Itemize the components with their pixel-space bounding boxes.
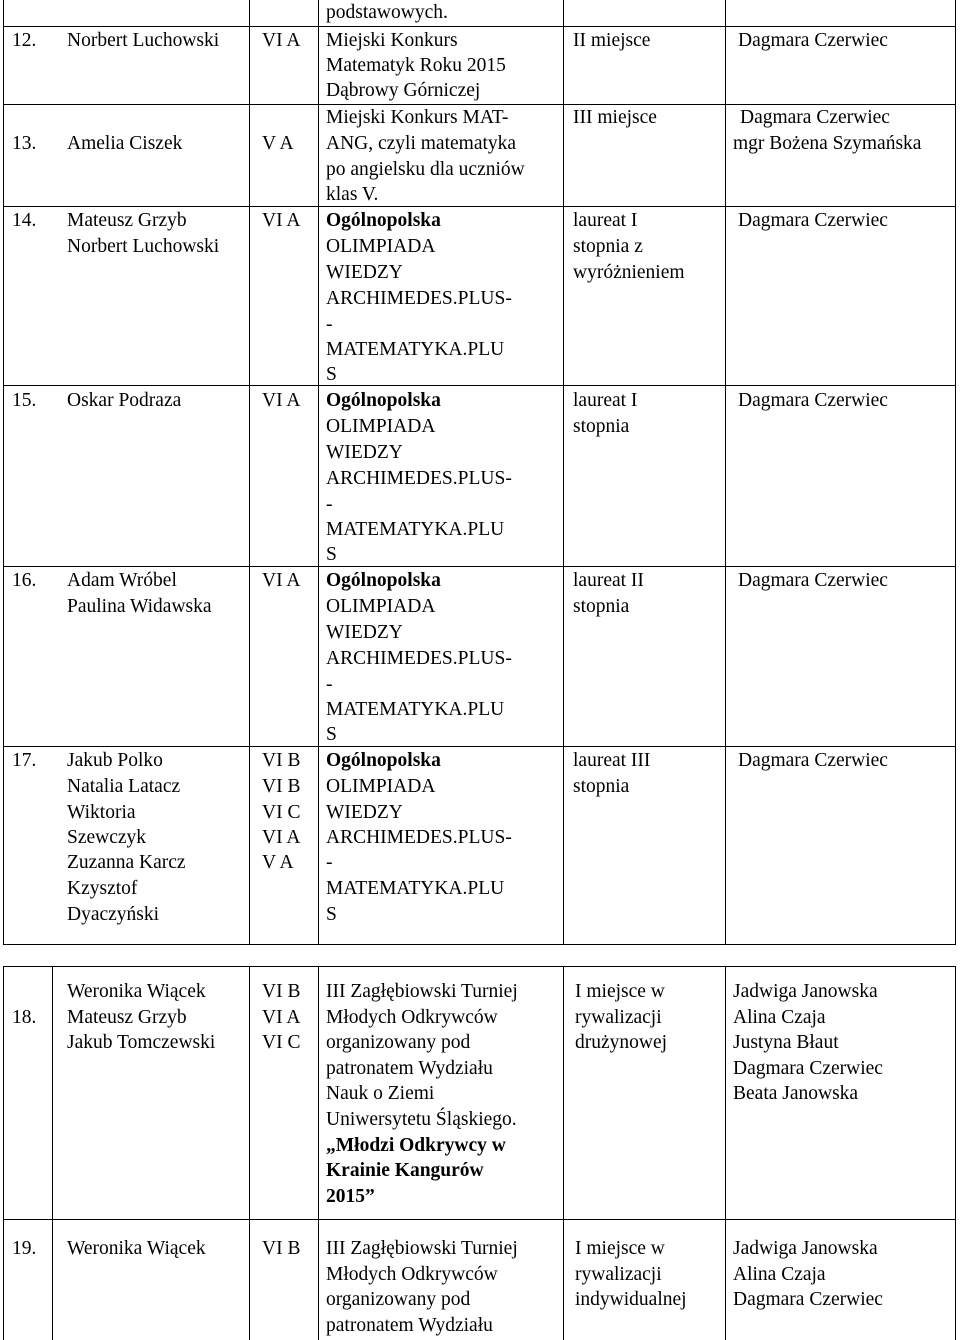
activity-line: WIEDZY [326, 262, 403, 283]
activity-line: patronatem Wydziału [326, 1058, 493, 1079]
activity-line: organizowany pod [326, 1032, 471, 1053]
student-name: Jakub Tomczewski [67, 1032, 216, 1053]
activity-line: WIEDZY [326, 442, 403, 463]
class-label: VI B [262, 750, 301, 771]
teacher-name: mgr Bożena Szymańska [733, 133, 922, 154]
table-2-border-left [3, 966, 4, 1340]
activity-title-line: Krainie Kangurów [326, 1160, 484, 1181]
teacher-name: Jadwiga Janowska [733, 981, 878, 1002]
table-2-border-right [955, 966, 956, 1340]
activity-line: Nauk o Ziemi [326, 1083, 435, 1104]
student-name: Zuzanna Karcz [67, 852, 186, 873]
activity-line: WIEDZY [326, 622, 403, 643]
student-name: Szewczyk [67, 827, 147, 848]
class-label: VI A [262, 210, 301, 231]
activity-line: Matematyk Roku 2015 [326, 55, 506, 76]
student-name: Oskar Podraza [67, 390, 182, 411]
class-label: VI C [262, 1032, 301, 1053]
activity-line: III Zagłębiowski Turniej [326, 1238, 518, 1259]
result-text: drużynowej [575, 1032, 668, 1053]
table-1-no-divider [52, 0, 53, 945]
row-number: 13. [12, 133, 37, 154]
teacher-name: Dagmara Czerwiec [733, 1058, 883, 1079]
result-text: laureat I [573, 210, 638, 231]
activity-line: Ogólnopolska [326, 210, 441, 231]
activity-line: Miejski Konkurs MAT- [326, 107, 509, 128]
table-1-col-divider [725, 0, 726, 945]
table-1-row-divider [3, 746, 956, 747]
activity-line: ARCHIMEDES.PLUS- [326, 468, 512, 489]
result-text: stopnia [573, 776, 630, 797]
student-name: Dyaczyński [67, 904, 160, 925]
row-number: 19. [12, 1238, 37, 1259]
table-2-col-divider [249, 966, 250, 1340]
activity-line: Ogólnopolska [326, 390, 441, 411]
activity-line: - [326, 674, 333, 695]
activity-line: Ogólnopolska [326, 570, 441, 591]
row-number: 16. [12, 570, 37, 591]
activity-line: ARCHIMEDES.PLUS- [326, 827, 512, 848]
class-label: VI B [262, 1238, 301, 1259]
activity-line: patronatem Wydziału [326, 1315, 493, 1336]
student-name: Natalia Latacz [67, 776, 181, 797]
result-text: rywalizacji [575, 1007, 662, 1028]
class-label: VI A [262, 30, 301, 51]
table-2-col-divider [563, 966, 564, 1340]
activity-line: S [326, 364, 337, 385]
activity-line: Ogólnopolska [326, 750, 441, 771]
activity-line: Młodych Odkrywców [326, 1007, 498, 1028]
teacher-name: Dagmara Czerwiec [738, 210, 888, 231]
student-name: Norbert Luchowski [67, 30, 220, 51]
activity-line: po angielsku dla uczniów [326, 159, 525, 180]
class-label: VI B [262, 776, 301, 797]
student-name: Norbert Luchowski [67, 236, 220, 257]
result-text: laureat II [573, 570, 644, 591]
class-label: VI A [262, 390, 301, 411]
activity-line: S [326, 724, 337, 745]
student-name: Wiktoria [67, 802, 136, 823]
activity-line: Miejski Konkurs [326, 30, 458, 51]
table-1-border-left [3, 0, 4, 945]
activity-line: Dąbrowy Górniczej [326, 80, 481, 101]
student-name: Mateusz Grzyb [67, 210, 187, 231]
activity-line: Uniwersytetu Śląskiego. [326, 1109, 517, 1130]
table-2-row-divider [3, 1219, 956, 1220]
row-number: 18. [12, 1007, 37, 1028]
result-text: stopnia [573, 416, 630, 437]
table-2-col-divider [318, 966, 319, 1340]
result-text: stopnia [573, 596, 630, 617]
activity-line: MATEMATYKA.PLU [326, 699, 505, 720]
student-name: Mateusz Grzyb [67, 1007, 187, 1028]
result-text: wyróżnieniem [573, 262, 685, 283]
table-1-row-divider [3, 206, 956, 207]
table-1-col-divider [563, 0, 564, 945]
class-label: VI A [262, 827, 301, 848]
activity-title-line: „Młodzi Odkrywcy w [326, 1135, 506, 1156]
class-label: VI B [262, 981, 301, 1002]
student-name: Kzysztof [67, 878, 138, 899]
activity-line: III Zagłębiowski Turniej [326, 981, 518, 1002]
class-label: V A [262, 852, 294, 873]
activity-line: MATEMATYKA.PLU [326, 519, 505, 540]
activity-line: ARCHIMEDES.PLUS- [326, 648, 512, 669]
table-1-row-divider [3, 26, 956, 27]
table-2-col-divider [52, 966, 53, 1340]
student-name: Weronika Wiącek [67, 981, 206, 1002]
table-1-border-right [955, 0, 956, 945]
teacher-name: Beata Janowska [733, 1083, 859, 1104]
row-number: 15. [12, 390, 37, 411]
class-label: VI C [262, 802, 301, 823]
student-name: Amelia Ciszek [67, 133, 183, 154]
class-label: V A [262, 133, 294, 154]
teacher-name: Alina Czaja [733, 1007, 826, 1028]
activity-line: - [326, 494, 333, 515]
table-1-col-divider [318, 0, 319, 945]
result-text: rywalizacji [575, 1264, 662, 1285]
activity-title-line: 2015” [326, 1186, 375, 1207]
result-text: I miejsce w [575, 981, 665, 1002]
row-fragment-activity: podstawowych. [326, 2, 448, 23]
class-label: VI A [262, 1007, 301, 1028]
activity-line: ANG, czyli matematyka [326, 133, 517, 154]
teacher-name: Jadwiga Janowska [733, 1238, 878, 1259]
activity-line: OLIMPIADA [326, 416, 436, 437]
activity-line: ARCHIMEDES.PLUS- [326, 288, 512, 309]
teacher-name: Alina Czaja [733, 1264, 826, 1285]
result-text: I miejsce w [575, 1238, 665, 1259]
row-number: 14. [12, 210, 37, 231]
table-1-row-divider [3, 566, 956, 567]
activity-line: OLIMPIADA [326, 776, 436, 797]
teacher-name: Dagmara Czerwiec [738, 30, 888, 51]
result-text: laureat III [573, 750, 651, 771]
result-text: II miejsce [573, 30, 651, 51]
activity-line: klas V. [326, 184, 379, 205]
result-text: stopnia z [573, 236, 643, 257]
activity-line: WIEDZY [326, 802, 403, 823]
student-name: Paulina Widawska [67, 596, 212, 617]
activity-line: organizowany pod [326, 1289, 471, 1310]
activity-line: S [326, 544, 337, 565]
activity-line: OLIMPIADA [326, 236, 436, 257]
row-number: 17. [12, 750, 37, 771]
activity-line: OLIMPIADA [326, 596, 436, 617]
table-1-border-bottom [3, 944, 956, 945]
result-text: III miejsce [573, 107, 657, 128]
teacher-name: Dagmara Czerwiec [738, 750, 888, 771]
table-2-col-divider [725, 966, 726, 1340]
activity-line: MATEMATYKA.PLU [326, 878, 505, 899]
result-text: indywidualnej [575, 1289, 687, 1310]
result-text: laureat I [573, 390, 638, 411]
student-name: Weronika Wiącek [67, 1238, 206, 1259]
teacher-name: Dagmara Czerwiec [738, 570, 888, 591]
table-1-col-divider [249, 0, 250, 945]
student-name: Jakub Polko [67, 750, 163, 771]
activity-line: - [326, 314, 333, 335]
activity-line: MATEMATYKA.PLU [326, 339, 505, 360]
teacher-name: Dagmara Czerwiec [733, 1289, 883, 1310]
activity-line: Młodych Odkrywców [326, 1264, 498, 1285]
student-name: Adam Wróbel [67, 570, 177, 591]
table-2-border-top [3, 966, 956, 967]
activity-line: - [326, 852, 333, 873]
row-number: 12. [12, 30, 37, 51]
class-label: VI A [262, 570, 301, 591]
teacher-name: Justyna Błaut [733, 1032, 839, 1053]
activity-line: S [326, 904, 337, 925]
teacher-name: Dagmara Czerwiec [738, 390, 888, 411]
teacher-name: Dagmara Czerwiec [740, 107, 890, 128]
table-1-row-divider [3, 385, 956, 386]
